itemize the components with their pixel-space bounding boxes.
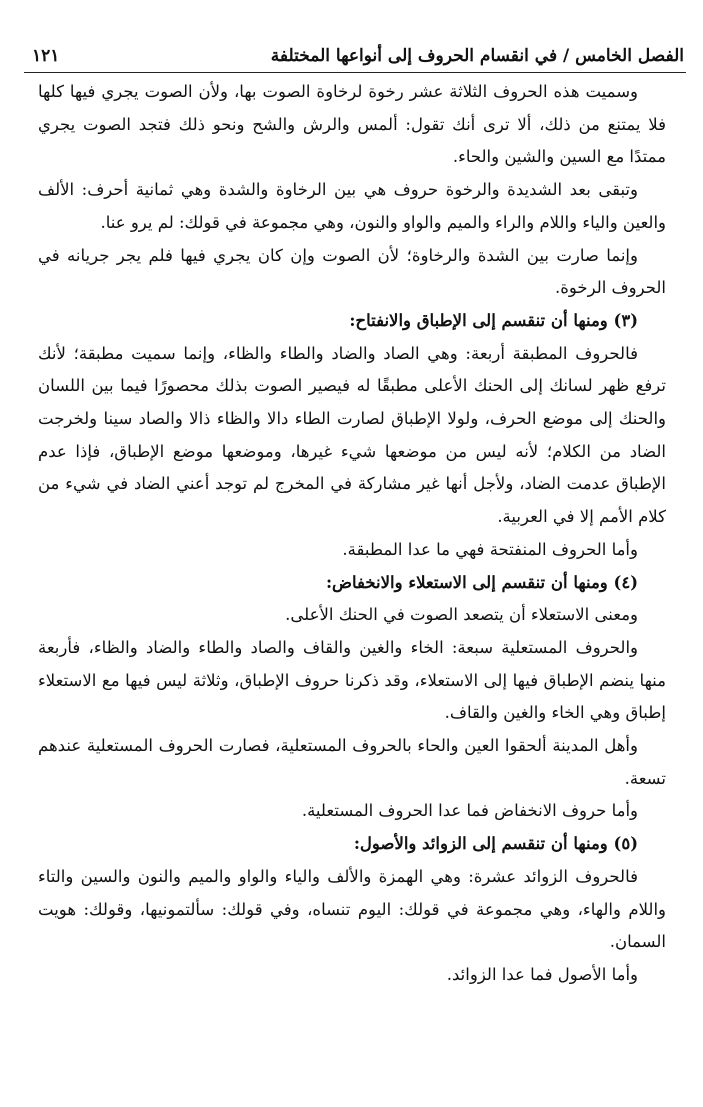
paragraph: والحروف المستعلية سبعة: الخاء والغين والقاف والصاد والطاء والضاد والظاء، فأربعة منها ينضم الإطباق فيها إلى الاستعلاء، وقد ذكرنا حروف الإطباق، وثلاثة ليس فيها مع الاستعلاء إطباق وهي الخاء والغين والقاف. (38, 637, 666, 723)
page-number: ١٢١ (32, 46, 60, 66)
chapter-title: الفصل الخامس / في انقسام الحروف إلى أنواعها المختلفة (270, 46, 684, 66)
paragraph: وأما الأصول فما عدا الزوائد. (446, 964, 638, 984)
section-heading: (٣) ومنها أن تنقسم إلى الإطباق والانفتاح: (349, 310, 638, 330)
paragraph: وأهل المدينة ألحقوا العين والحاء بالحروف المستعلية، فصارت الحروف المستعلية عندهم تسعة. (38, 736, 666, 788)
paragraph: وتبقى بعد الشديدة والرخوة حروف هي بين الرخاوة والشدة وهي ثمانية أحرف: الألف والعين والياء واللام والراء والميم والواو والنون، وهي مجموعة في قولك: لم يرو عنا. (38, 180, 666, 232)
paragraph: وأما الحروف المنفتحة فهي ما عدا المطبقة. (342, 539, 638, 559)
page-body (38, 76, 666, 992)
paragraph: وأما حروف الانخفاض فما عدا الحروف المستعلية. (301, 801, 638, 821)
paragraph: فالحروف الزوائد عشرة: وهي الهمزة والألف والياء والواو والميم والنون والسين والتاء واللام والهاء، وهي مجموعة في قولك: اليوم تنساه، وفي قولك: سألتمونيها، وقولك: هويت السمان. (38, 866, 666, 952)
paragraph: وإنما صارت بين الشدة والرخاوة؛ لأن الصوت وإن كان يجري فيها فلم يجر جريانه في الحروف الرخوة. (38, 245, 666, 298)
paragraph: فالحروف المطبقة أربعة: وهي الصاد والضاد والطاء والظاء، وإنما سميت مطبقة؛ لأنك ترفع ظهر لسانك إلى الحنك الأعلى مطبقًا له فيصير الصوت بذلك محصورًا فيما بين اللسان والحنك إلى موضع الحرف، ولولا الإطباق لصارت الطاء دالا والظاء ذالا والصاد سينا ولخرجت الضاد من الكلام؛ لأنه ليس من موضعها شيء غيرها، وموضعها موضع الإطباق، فإذا عدم الإطباق عدمت الضاد، ولأجل أنها غير مشاركة في المخرج لم توجد أعني الضاد في شيء من كلام الأمم إلا في العربية. (38, 343, 666, 527)
section-heading: (٤) ومنها أن تنقسم إلى الاستعلاء والانخفاض: (325, 572, 638, 592)
running-header (24, 44, 684, 72)
paragraph: ومعنى الاستعلاء أن يتصعد الصوت في الحنك الأعلى. (285, 605, 638, 625)
section-heading: (٥) ومنها أن تنقسم إلى الزوائد والأصول: (353, 834, 638, 854)
paragraph: وسميت هذه الحروف الثلاثة عشر رخوة لرخاوة الصوت بها، ولأن الصوت يجري فيها كلها فلا يمتنع من ذلك، ألا ترى أنك تقول: ألمس والرش والشح ونحو ذلك فتجد الصوت يجري ممتدًا مع السين والشين والحاء. (38, 82, 666, 167)
header-rule (24, 72, 686, 73)
